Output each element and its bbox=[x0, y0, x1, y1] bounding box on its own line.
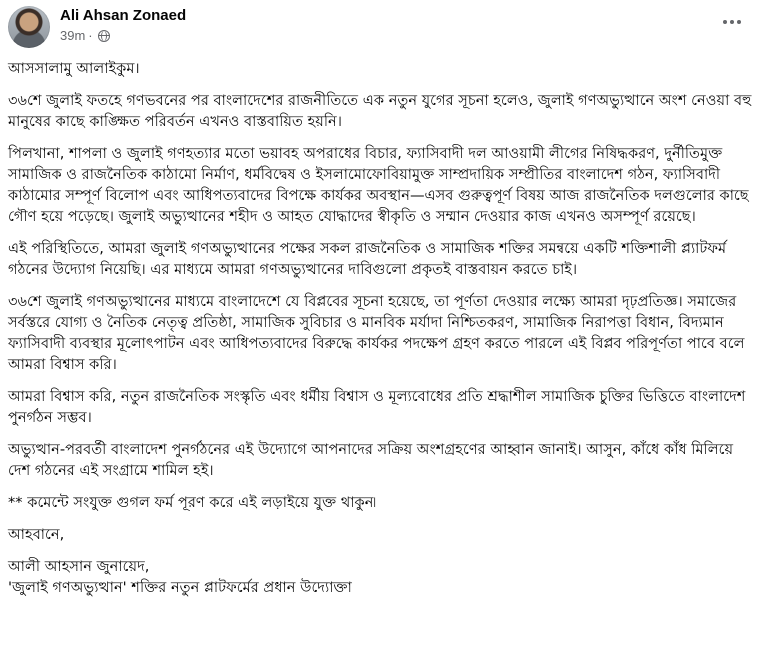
post-paragraph-form-note: ** কমেন্টে সংযুক্ত গুগল ফর্ম পূরণ করে এই লড়াইয়ে যুক্ত থাকুন৷ bbox=[8, 494, 376, 511]
more-options-icon-dot bbox=[737, 20, 741, 24]
post-paragraph-issues: পিলখানা, শাপলা ও জুলাই গণহত্যার মতো ভয়াবহ অপরাধের বিচার, ফ্যাসিবাদী দল আওয়ামী লীগের নিষিদ্ধকরণ, দুর্নীতিমুক্ত সামাজিক ও রাজনৈতিক কাঠামো নির্মাণ, ধর্মবিদ্বেষ ও ইসলামোফোবিয়ামুক্ত সাম্প্রদায়িক সম্প্রীতির বাংলাদেশ গঠন, ফ্যাসিবাদী কাঠামোর সম্পূর্ণ বিলোপ এবং আধিপত্যবাদের বিপক্ষে কার্যকর অবস্থান—এসব গুরুত্বপূর্ণ বিষয় আজ রাজনৈতিক দলগুলোর কাছে গৌণ হয়ে পড়েছে। জুলাই অভ্যুত্থানের শহীদ ও আহত যোদ্ধাদের স্বীকৃতি ও সম্মান দেওয়ার কাজ এখনও অসম্পূর্ণ রয়েছে। bbox=[8, 145, 749, 225]
post-paragraph-call: অভ্যুত্থান-পরবর্তী বাংলাদেশ পুনর্গঠনের এই উদ্যোগে আপনাদের সক্রিয় অংশগ্রহণের আহ্বান জানাই। আসুন, কাঁধে কাঁধ মিলিয়ে দেশ গঠনের এই সংগ্রামে শামিল হই। bbox=[8, 441, 734, 479]
signature-name: আলী আহসান জুনায়েদ, bbox=[8, 558, 150, 575]
signature-block bbox=[8, 556, 754, 598]
author-avatar[interactable] bbox=[8, 6, 50, 48]
post-paragraph-invitation: আহবানে, bbox=[8, 526, 65, 543]
author-name[interactable]: Ali Ahsan Zonaed bbox=[60, 7, 187, 24]
post-paragraph-initiative: এই পরিস্থিতিতে, আমরা জুলাই গণঅভ্যুত্থানের পক্ষের সকল রাজনৈতিক ও সামাজিক শক্তির সমন্বয়ে একটি শক্তিশালী প্ল্যাটফর্ম গঠনের উদ্যোগ নিয়েছি। এর মাধ্যমে আমরা গণঅভ্যুত্থানের দাবিগুলো প্রকৃতই বাস্তবায়ন করতে চাই। bbox=[8, 240, 727, 278]
post-paragraph-intro: ৩৬শে জুলাই ফতহে গণভবনের পর বাংলাদেশের রাজনীতিতে এক নতুন যুগের সূচনা হলেও, জুলাই গণঅভ্যুত্থানে অংশ নেওয়া বহু মানুষের কাছে কাঙ্ক্ষিত পরিবর্তন এখনও বাস্তবায়িত হয়নি। bbox=[8, 92, 752, 130]
more-options-icon bbox=[723, 20, 727, 24]
post-paragraph-greeting: আসসালামু আলাইকুম। bbox=[8, 60, 140, 77]
post-paragraph-belief: আমরা বিশ্বাস করি, নতুন রাজনৈতিক সংস্কৃতি এবং ধর্মীয় বিশ্বাস ও মূল্যবোধের প্রতি শ্রদ্ধাশীল সামাজিক চুক্তির ভিত্তিতে বাংলাদেশ পুনর্গঠন সম্ভব। bbox=[8, 388, 746, 426]
more-options-icon-dot bbox=[730, 20, 734, 24]
post-time[interactable]: 39m bbox=[60, 28, 86, 43]
meta-separator: · bbox=[88, 28, 93, 43]
more-options-button[interactable] bbox=[719, 12, 745, 32]
globe-icon[interactable] bbox=[98, 30, 110, 42]
post-header bbox=[8, 4, 755, 48]
post-body bbox=[8, 58, 754, 598]
signature-title: 'জুলাই গণঅভ্যুত্থান' শক্তির নতুন প্লাটফর্মের প্রধান উদ্যোক্তা bbox=[8, 579, 352, 596]
post-paragraph-revolution: ৩৬শে জুলাই গণঅভ্যুত্থানের মাধ্যমে বাংলাদেশে যে বিপ্লবের সূচনা হয়েছে, তা পূর্ণতা দেওয়ার লক্ষ্যে আমরা দৃঢ়প্রতিজ্ঞ। সমাজের সর্বস্তরে যোগ্য ও নৈতিক নেতৃত্ব প্রতিষ্ঠা, সামাজিক সুবিচার ও মানবিক মর্যাদা নিশ্চিতকরণ, সামাজিক নিরাপত্তা বিধান, বিদ্যমান ফ্যাসিবাদী ব্যবস্থার মূলোৎপাটন এবং আধিপত্যবাদের বিরুদ্ধে কার্যকর পদক্ষেপ গ্রহণ করতে পারলে এই বিপ্লব পরিপূর্ণতা পাবে বলে আমরা বিশ্বাস করি। bbox=[8, 293, 745, 373]
post-meta bbox=[60, 28, 110, 43]
